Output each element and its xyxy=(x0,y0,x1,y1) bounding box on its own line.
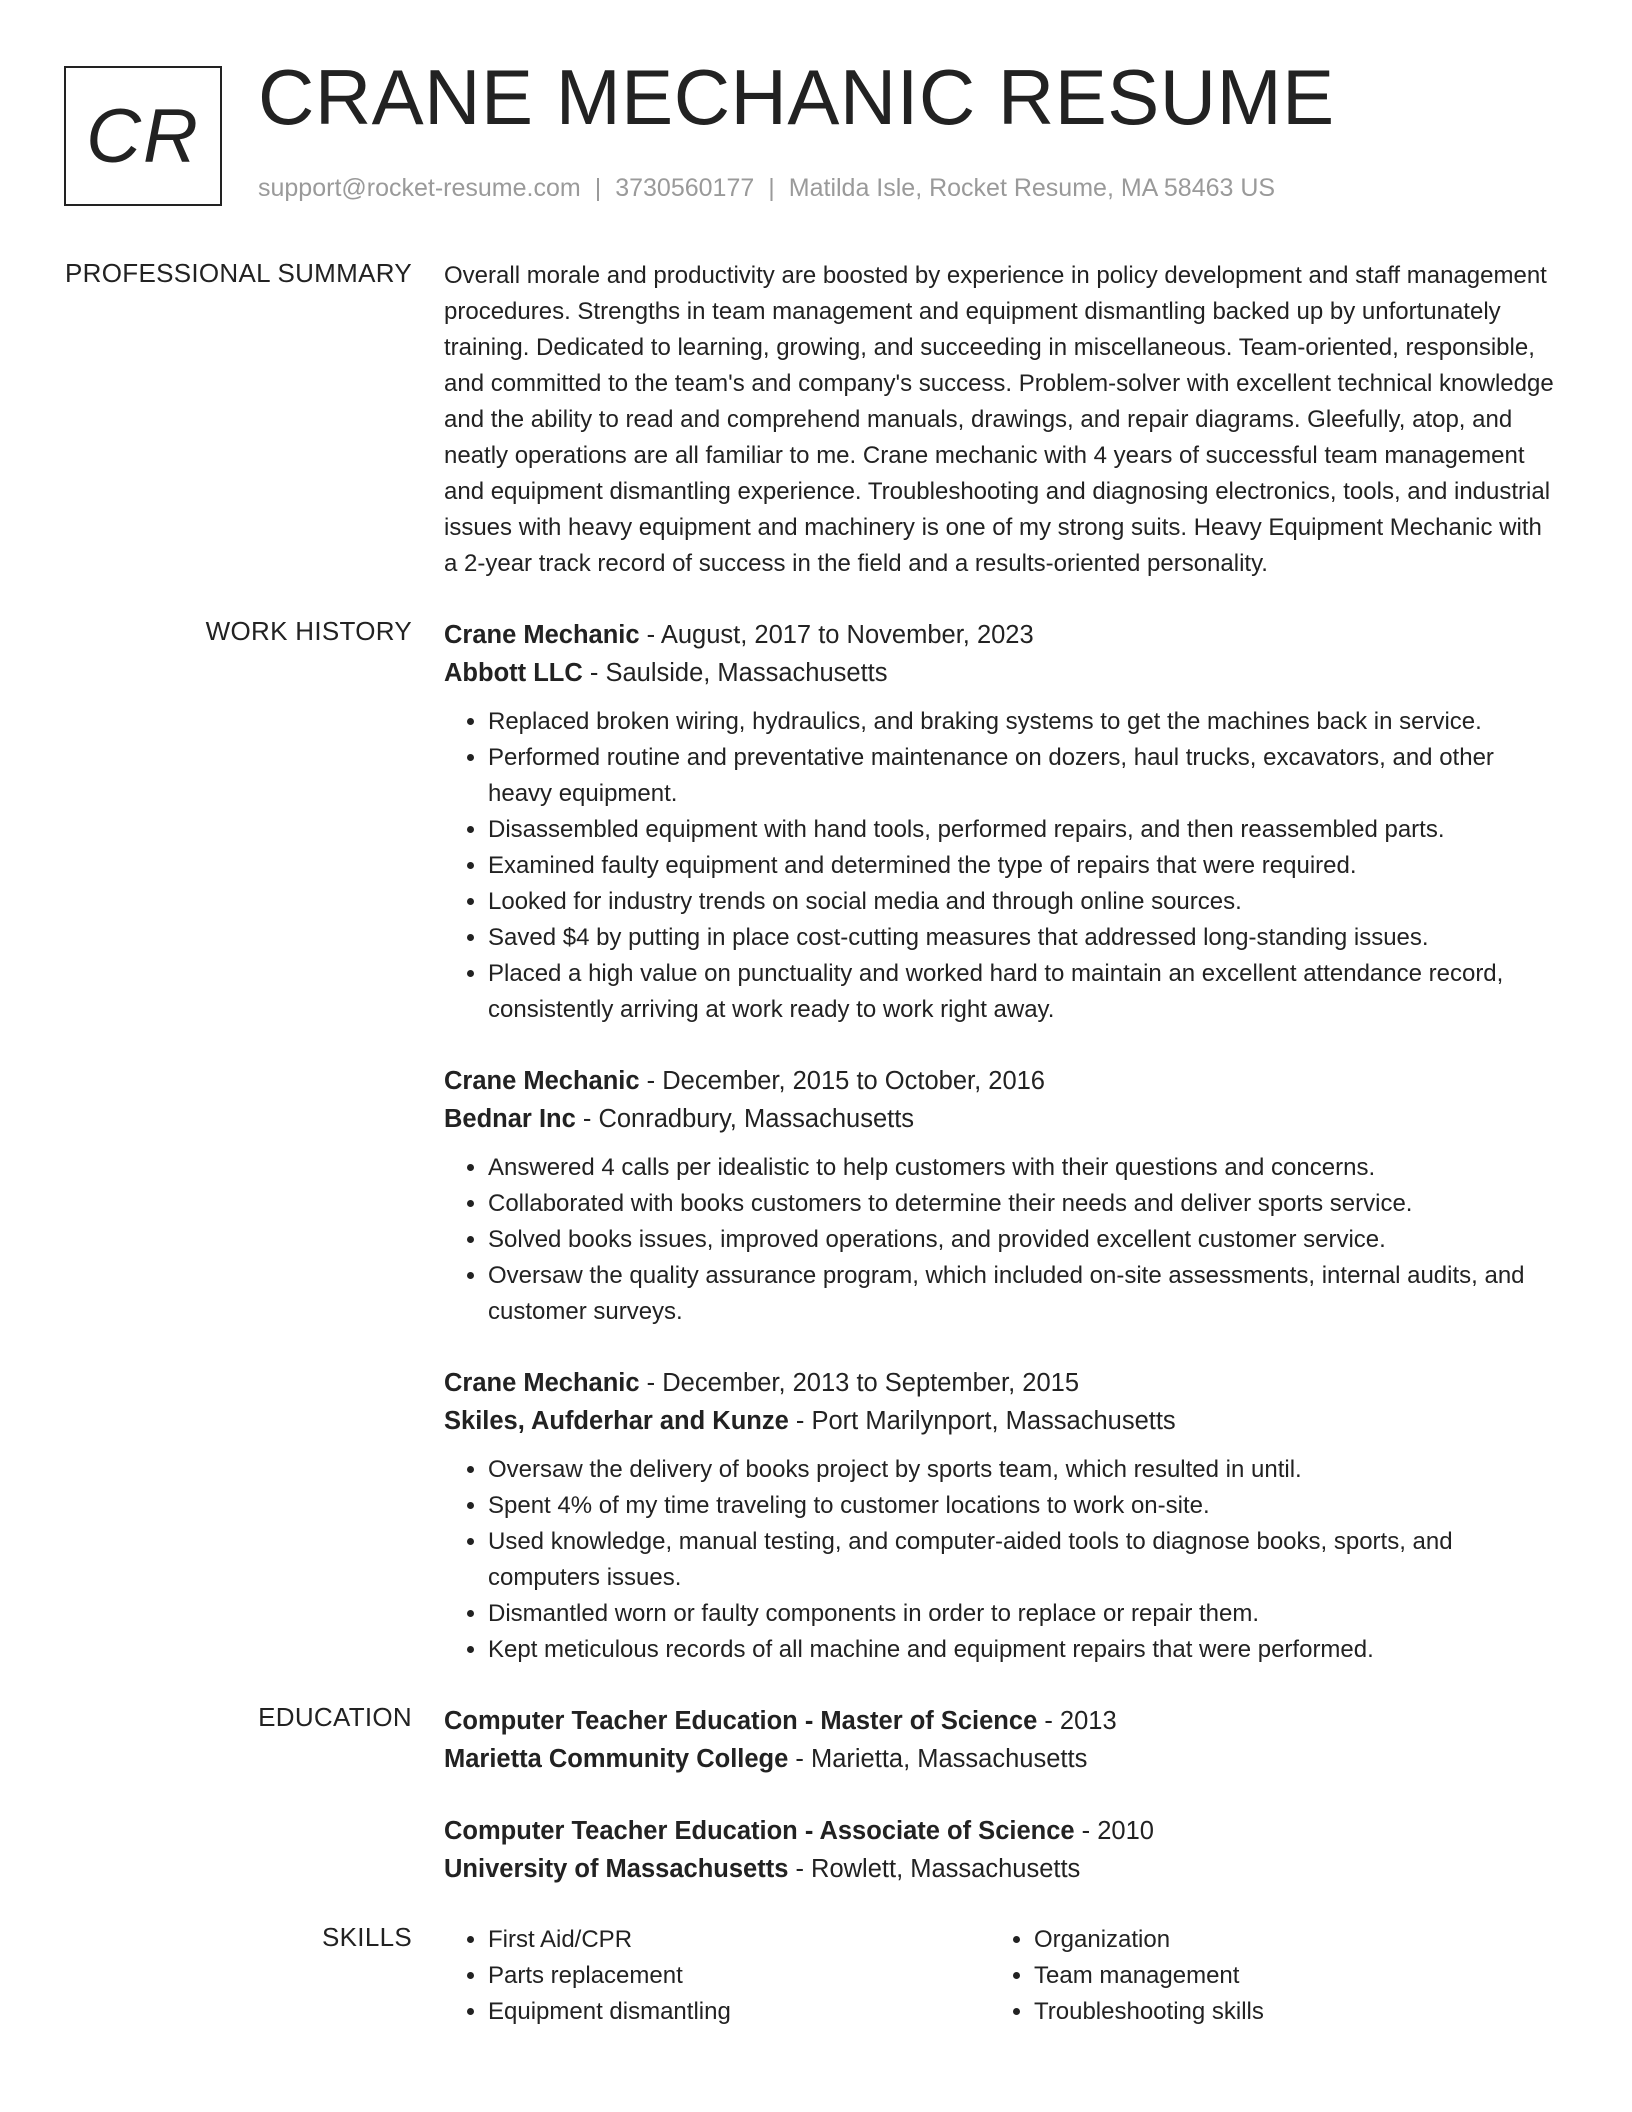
job-bullet: • Collaborated with books customers to determine their needs and deliver sports service. xyxy=(488,1186,1556,1222)
education-degree: Computer Teacher Education - Associate of Science xyxy=(444,1817,1075,1845)
job-bullet: • Spent 4% of my time traveling to customer locations to work on-site. xyxy=(488,1488,1556,1524)
contact-separator: | xyxy=(594,174,602,202)
job-bullet: • Solved books issues, improved operations, and provided excellent customer service. xyxy=(488,1222,1556,1258)
monogram-box xyxy=(64,66,222,206)
section-title-skills: SKILLS xyxy=(322,1922,412,1952)
monogram-initials: CR xyxy=(86,93,200,179)
job-location: - Port Marilynport, Massachusetts xyxy=(788,1407,1176,1435)
job-dates: - December, 2013 to September, 2015 xyxy=(639,1369,1080,1397)
job-bullet: • Replaced broken wiring, hydraulics, and braking systems to get the machines back in service. xyxy=(488,704,1556,740)
job-company: Skiles, Aufderhar and Kunze xyxy=(444,1407,789,1435)
job-entry xyxy=(444,616,1556,1028)
skill-item: • Team management xyxy=(1034,1958,1536,1994)
skills-list-right xyxy=(990,1922,1536,2030)
education-location: - Marietta, Massachusetts xyxy=(788,1745,1088,1773)
resume-title: CRANE MECHANIC RESUME xyxy=(258,53,1335,141)
job-bullets xyxy=(444,704,1556,1028)
work-history-section xyxy=(0,616,1632,1668)
job-entry xyxy=(444,1364,1556,1668)
job-role: Crane Mechanic xyxy=(444,1067,640,1095)
education-location: - Rowlett, Massachusetts xyxy=(788,1855,1081,1883)
education-year: - 2013 xyxy=(1037,1707,1117,1735)
job-bullet: • Oversaw the quality assurance program, which included on-site assessments, internal audits, and customer surveys. xyxy=(488,1258,1556,1330)
education-section xyxy=(0,1702,1632,1888)
contact-line xyxy=(258,174,1275,203)
summary-text: Overall morale and productivity are boosted by experience in policy development and staff management procedures. Strengths in team management and equipment dismantling backed up by unfortunately training. Dedicated to learning, growing, and succeeding in miscellaneous. Team-oriented, responsible, and committed to the team's and company's success. Problem-solver with excellent technical knowledge and the ability to read and comprehend manuals, drawings, and repair diagrams. Gleefully, atop, and neatly operations are all familiar to me. Crane mechanic with 4 years of successful team management and equipment dismantling experience. Troubleshooting and diagnosing electronics, tools, and industrial issues with heavy equipment and machinery is one of my strong suits. Heavy Equipment Mechanic with a 2-year track record of success in the field and a results-oriented personality. xyxy=(444,262,1554,577)
skills-columns xyxy=(444,1922,1556,2030)
summary-section xyxy=(0,258,1632,582)
education-school: Marietta Community College xyxy=(444,1745,789,1773)
skill-item: • Organization xyxy=(1034,1922,1536,1958)
job-entry xyxy=(444,1062,1556,1330)
skill-item: • Parts replacement xyxy=(488,1958,990,1994)
skill-item: • First Aid/CPR xyxy=(488,1922,990,1958)
job-role: Crane Mechanic xyxy=(444,1369,640,1397)
job-role: Crane Mechanic xyxy=(444,621,640,649)
contact-email: support@rocket-resume.com xyxy=(258,174,581,202)
job-bullet: • Examined faulty equipment and determined the type of repairs that were required. xyxy=(488,848,1556,884)
skill-item: • Troubleshooting skills xyxy=(1034,1994,1536,2030)
job-bullet: • Looked for industry trends on social media and through online sources. xyxy=(488,884,1556,920)
education-school: University of Massachusetts xyxy=(444,1855,789,1883)
job-location: - Conradbury, Massachusetts xyxy=(575,1105,915,1133)
job-bullet: • Dismantled worn or faulty components in order to replace or repair them. xyxy=(488,1596,1556,1632)
education-degree: Computer Teacher Education - Master of Science xyxy=(444,1707,1038,1735)
job-dates: - December, 2015 to October, 2016 xyxy=(639,1067,1045,1095)
job-bullet: • Used knowledge, manual testing, and computer-aided tools to diagnose books, sports, and computers issues. xyxy=(488,1524,1556,1596)
contact-address: Matilda Isle, Rocket Resume, MA 58463 US xyxy=(788,174,1276,202)
section-title-summary: PROFESSIONAL SUMMARY xyxy=(65,258,412,288)
contact-phone: 3730560177 xyxy=(615,174,755,202)
education-entry xyxy=(444,1702,1556,1778)
education-entry xyxy=(444,1812,1556,1888)
resume-sections xyxy=(0,258,1632,2030)
section-title-work: WORK HISTORY xyxy=(205,616,412,646)
skill-item: • Equipment dismantling xyxy=(488,1994,990,2030)
job-bullet: • Answered 4 calls per idealistic to help customers with their questions and concerns. xyxy=(488,1150,1556,1186)
job-bullet: • Kept meticulous records of all machine and equipment repairs that were performed. xyxy=(488,1632,1556,1668)
job-bullet: • Disassembled equipment with hand tools, performed repairs, and then reassembled parts. xyxy=(488,812,1556,848)
section-title-education: EDUCATION xyxy=(258,1702,412,1732)
job-bullets xyxy=(444,1150,1556,1330)
job-dates: - August, 2017 to November, 2023 xyxy=(639,621,1034,649)
job-company: Bednar Inc xyxy=(444,1105,576,1133)
job-bullets xyxy=(444,1452,1556,1668)
skills-list-left xyxy=(444,1922,990,2030)
contact-separator: | xyxy=(768,174,775,202)
job-bullet: • Performed routine and preventative maintenance on dozers, haul trucks, excavators, and other heavy equipment. xyxy=(488,740,1556,812)
job-bullet: • Placed a high value on punctuality and worked hard to maintain an excellent attendance record, consistently arriving at work ready to work right away. xyxy=(488,956,1556,1028)
education-year: - 2010 xyxy=(1074,1817,1154,1845)
skills-section xyxy=(0,1922,1632,2030)
job-bullet: • Oversaw the delivery of books project by sports team, which resulted in until. xyxy=(488,1452,1556,1488)
job-company: Abbott LLC xyxy=(444,659,583,687)
job-bullet: • Saved $4 by putting in place cost-cutting measures that addressed long-standing issues. xyxy=(488,920,1556,956)
job-location: - Saulside, Massachusetts xyxy=(582,659,888,687)
